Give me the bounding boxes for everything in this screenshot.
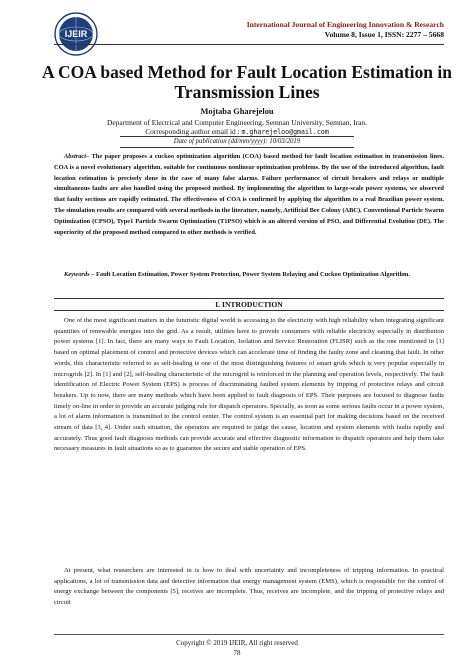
body-paragraph: At present, what researchers are interested in is how to deal with uncertainty and incompleteness of tripping information. In practical applications, a lot of transmission data and detective information that energy management system (EMS), which is responsible for the control of energy exchange between the components [5], receives are incomplete. Thus, receives are incomplete, and the tripping of protective relays and circuit <box>54 567 444 607</box>
section-first-letter: I <box>221 300 225 309</box>
journal-name: International Journal of Engineering Innovation & Research <box>246 20 444 29</box>
paper-title: A COA based Method for Fault Location Estimation in Transmission Lines <box>42 62 452 102</box>
keywords-text: – Fault Location Estimation, Power System Protection, Power System Relaying and Cuckoo Optimization Algorithm. <box>89 271 410 278</box>
author-name: Mojtaba Gharejelou <box>200 107 274 116</box>
header-rule <box>54 44 444 45</box>
publication-date: Date of publication (dd/mm/yyyy): 10/03/2019 <box>120 136 354 148</box>
body-paragraph: One of the most significant matters in the futuristic digital world is accessing to the electricity with high reliability when integrating significant quantities of renewable energies into the grid. As a result, utilities have to provide consumers with reliable electricity especially in distribution power systems [1]. In fact, there are many ways to Fault Location, Isolation and Service Restoration (FLISR) such as the one mentioned in [1] based on optimal placement of control and protective devices which can accelerate time of finding the faulty zone and cleaning that fault. In other words, this characteristic referred to as self-healing is one of the most distinguishing features of smart grids which is very popular especially in microgrids [2]. In [1] and [2], self-healing characteristic of the microgrid is reinforced in the planning and operation levels, respectively. The fault identification of Electric Power System (EPS) is process of discriminating faulted system elements by tripping of protective relays and circuit breakers. Up to now, there are many methods which have been applied to fault diagnosis of EPS. Their purposes are focused to diagnose faults timely on-line in order to provide an accurate judging rule for dispatch operators. Specially, as soon as some serious faults occur in a power system, a lot of alarm information is transmitted to the control center. The control system is an essential part for making decisions based on the received stream of data [3, 4]. Under such situation, the operators are required to judge the cause, location and system elements with faults rapidly and accurately. Thus good fault diagnosis methods can provide accurate and effective diagnostic information to dispatch operators and help them take necessary measures in fault situations so as to guarantee the secure and stable operation of EPS. <box>54 317 444 453</box>
email-label: Corresponding author email id : <box>145 127 240 136</box>
section-heading <box>54 298 444 311</box>
journal-logo-icon <box>54 12 98 56</box>
email-link[interactable]: m.gharejeloo@gmail.com <box>241 128 329 136</box>
keywords <box>54 270 444 281</box>
author-email <box>0 127 474 136</box>
abstract <box>54 152 444 238</box>
keywords-lead: Keywords <box>64 271 90 278</box>
author-affiliation: Department of Electrical and Computer Engineering, Semnan University, Semnan, Iran. <box>107 118 367 127</box>
page-number: 78 <box>233 649 241 657</box>
footer-copyright: Copyright © 2019 IJEIR, All right reserved <box>176 639 298 647</box>
abstract-text: – The paper proposes a cuckoo optimization algorithm (COA) based method for fault location estimation in transmission lines. COA is a novel evolutionary algorithm, suitable for continuous nonlinear optimization problems. By the use of the introduced algorithm, fault location estimation is precisely done in the case of many false alarms. Failure performance of circuit breakers and relays or multiple simultaneous faults are also handled using the proposed method. By implementing the algorithm to large-scale power systems, we observed that faulty sections are rapidly estimated. The effectiveness of COA is confirmed by applying the algorithm to a real Brazilian power system. The simulation results are compared with several methods in the literature, namely, Artificial Bee Colony (ABC), Conventional Particle Swarm Optimization (CPSO), Type1 Particle Swarm Optimization (T1PSO) which is an altered version of PSO, and Differential Evolution (DE). The superiority of the proposed method compared to other methods is verified. <box>54 153 444 236</box>
footer-rule <box>54 634 444 635</box>
section-title-rest: NTRODUCTION <box>224 300 283 309</box>
abstract-lead: Abstract <box>64 153 87 160</box>
logo-text: IJEIR <box>64 29 88 39</box>
section-number: I. <box>215 300 221 309</box>
journal-volume: Volume 8, Issue 1, ISSN: 2277 – 5668 <box>324 30 444 39</box>
